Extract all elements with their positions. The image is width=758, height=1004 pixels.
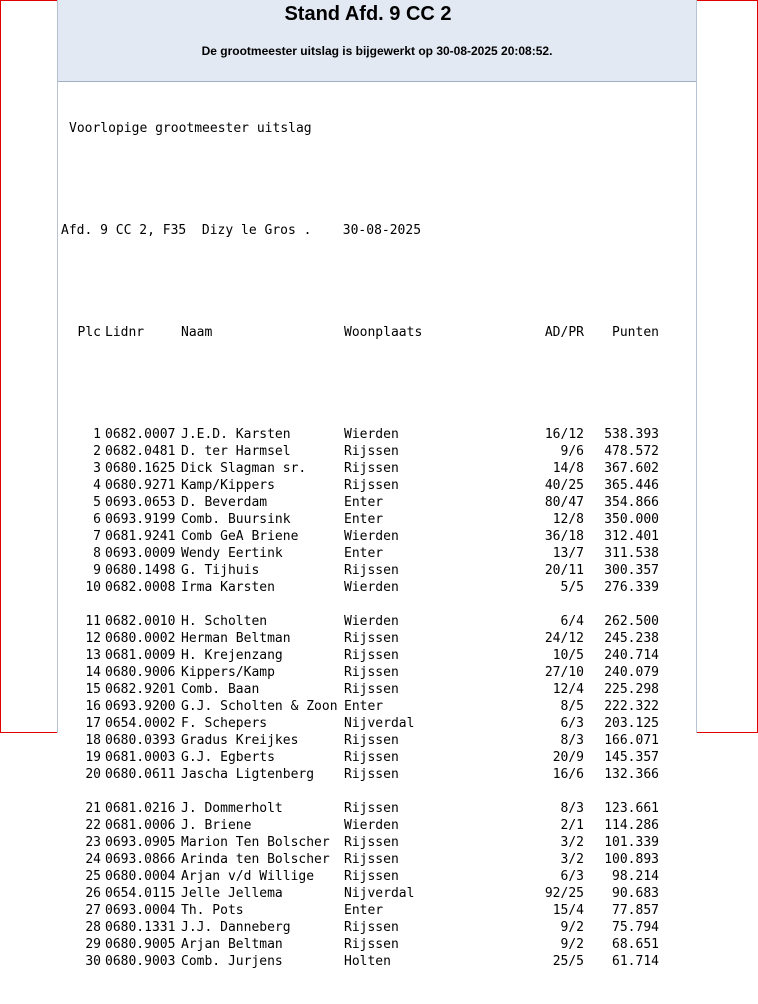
table-row [61,953,691,970]
cell-woonplaats: Enter [344,512,384,527]
cell-woonplaats: Rijssen [344,801,399,816]
cell-lidnr: 0681.0216 [105,801,176,816]
cell-naam: Jascha Ligtenberg [181,767,315,782]
results-rows [61,426,691,970]
report-heading: Voorlopige grootmeester uitslag [69,121,312,136]
table-row [61,715,691,732]
cell-woonplaats: Wierden [344,580,399,595]
cell-plc: 29 [85,937,101,952]
cell-lidnr: 0680.0004 [105,869,176,884]
cell-naam: Kamp/Kippers [181,478,275,493]
cell-punten: 90.683 [612,886,659,901]
cell-woonplaats: Wierden [344,427,399,442]
cell-plc: 25 [85,869,101,884]
cell-punten: 100.893 [604,852,659,867]
cell-naam: Arjan v/d Willige [181,869,315,884]
cell-lidnr: 0654.0002 [105,716,176,731]
table-row [61,902,691,919]
cell-lidnr: 0693.0866 [105,852,176,867]
column-header-lidnr: Lidnr [105,325,145,340]
cell-adpr: 20/11 [544,563,584,578]
cell-woonplaats: Rijssen [344,733,399,748]
table-row [61,664,691,681]
cell-lidnr: 0693.9200 [105,699,176,714]
cell-woonplaats: Rijssen [344,478,399,493]
cell-naam: Arinda ten Bolscher [181,852,330,867]
cell-plc: 21 [85,801,101,816]
cell-woonplaats: Enter [344,699,384,714]
cell-adpr: 27/10 [544,665,584,680]
cell-plc: 17 [85,716,101,731]
cell-plc: 18 [85,733,101,748]
cell-adpr: 9/2 [560,937,584,952]
cell-punten: 225.298 [604,682,659,697]
page-title: Stand Afd. 9 CC 2 [284,3,452,25]
table-row [61,460,691,477]
cell-woonplaats: Nijverdal [344,886,415,901]
cell-lidnr: 0680.0393 [105,733,176,748]
cell-punten: 365.446 [604,478,659,493]
cell-adpr: 6/4 [560,614,584,629]
cell-lidnr: 0693.0004 [105,903,176,918]
cell-woonplaats: Enter [344,546,384,561]
cell-punten: 538.393 [604,427,659,442]
cell-naam: G.J. Scholten & Zoon [181,699,338,714]
cell-adpr: 6/3 [560,869,584,884]
cell-lidnr: 0680.9003 [105,954,176,969]
cell-adpr: 13/7 [552,546,584,561]
table-row [61,630,691,647]
cell-adpr: 16/12 [544,427,584,442]
cell-woonplaats: Holten [344,954,391,969]
cell-lidnr: 0682.0010 [105,614,176,629]
cell-punten: 145.357 [604,750,659,765]
cell-adpr: 10/5 [552,648,584,663]
cell-punten: 300.357 [604,563,659,578]
table-row [61,868,691,885]
cell-plc: 13 [85,648,101,663]
cell-punten: 478.572 [604,444,659,459]
cell-plc: 5 [93,495,101,510]
cell-lidnr: 0654.0115 [105,886,176,901]
cell-plc: 19 [85,750,101,765]
cell-woonplaats: Rijssen [344,937,399,952]
cell-punten: 98.214 [612,869,659,884]
table-row [61,579,691,596]
cell-lidnr: 0680.9006 [105,665,176,680]
table-row [61,834,691,851]
cell-lidnr: 0693.0009 [105,546,176,561]
cell-lidnr: 0680.1498 [105,563,176,578]
cell-naam: Comb. Jurjens [181,954,283,969]
column-header-punten: Punten [612,325,659,340]
cell-woonplaats: Rijssen [344,563,399,578]
table-row [61,528,691,545]
cell-naam: J. Dommerholt [181,801,283,816]
cell-punten: 350.000 [604,512,659,527]
cell-adpr: 16/6 [552,767,584,782]
cell-plc: 3 [93,461,101,476]
cell-adpr: 80/47 [544,495,584,510]
column-header-naam: Naam [181,325,213,340]
table-row [61,613,691,630]
cell-plc: 9 [93,563,101,578]
cell-adpr: 14/8 [552,461,584,476]
table-row [61,749,691,766]
cell-punten: 68.651 [612,937,659,952]
cell-naam: Dick Slagman sr. [181,461,307,476]
table-row [61,426,691,443]
cell-adpr: 8/5 [560,699,584,714]
cell-adpr: 3/2 [560,852,584,867]
cell-lidnr: 0693.0653 [105,495,176,510]
cell-punten: 354.866 [604,495,659,510]
cell-punten: 61.714 [612,954,659,969]
cell-naam: Comb. Buursink [181,512,291,527]
table-row [61,698,691,715]
cell-adpr: 5/5 [560,580,584,595]
cell-lidnr: 0681.0006 [105,818,176,833]
cell-punten: 203.125 [604,716,659,731]
cell-adpr: 9/2 [560,920,584,935]
cell-adpr: 2/1 [560,818,584,833]
cell-plc: 12 [85,631,101,646]
cell-lidnr: 0680.9271 [105,478,176,493]
cell-plc: 22 [85,818,101,833]
cell-plc: 10 [85,580,101,595]
cell-naam: Th. Pots [181,903,244,918]
cell-adpr: 9/6 [560,444,584,459]
cell-woonplaats: Enter [344,495,384,510]
page-header [58,0,696,82]
results-panel [57,0,697,969]
cell-lidnr: 0682.9201 [105,682,176,697]
cell-plc: 20 [85,767,101,782]
cell-woonplaats: Rijssen [344,665,399,680]
cell-punten: 312.401 [604,529,659,544]
cell-naam: Kippers/Kamp [181,665,275,680]
cell-woonplaats: Rijssen [344,750,399,765]
cell-plc: 26 [85,886,101,901]
cell-punten: 166.071 [604,733,659,748]
cell-adpr: 12/8 [552,512,584,527]
cell-punten: 114.286 [604,818,659,833]
table-row [61,800,691,817]
cell-punten: 75.794 [612,920,659,935]
cell-adpr: 12/4 [552,682,584,697]
cell-punten: 77.857 [612,903,659,918]
table-row [61,817,691,834]
cell-lidnr: 0680.9005 [105,937,176,952]
cell-woonplaats: Rijssen [344,444,399,459]
race-info: Afd. 9 CC 2, F35 Dizy le Gros . 30-08-2025 [61,223,422,238]
cell-woonplaats: Nijverdal [344,716,415,731]
cell-woonplaats: Rijssen [344,835,399,850]
cell-lidnr: 0682.0007 [105,427,176,442]
cell-woonplaats: Rijssen [344,852,399,867]
cell-plc: 16 [85,699,101,714]
cell-plc: 14 [85,665,101,680]
cell-woonplaats: Enter [344,903,384,918]
cell-lidnr: 0680.1625 [105,461,176,476]
cell-naam: Wendy Eertink [181,546,283,561]
table-row [61,443,691,460]
cell-lidnr: 0680.1331 [105,920,176,935]
cell-woonplaats: Rijssen [344,767,399,782]
cell-woonplaats: Rijssen [344,461,399,476]
table-row [61,494,691,511]
cell-plc: 7 [93,529,101,544]
cell-punten: 240.079 [604,665,659,680]
cell-adpr: 24/12 [544,631,584,646]
cell-adpr: 15/4 [552,903,584,918]
cell-naam: Comb GeA Briene [181,529,299,544]
cell-adpr: 40/25 [544,478,584,493]
cell-plc: 30 [85,954,101,969]
cell-woonplaats: Rijssen [344,920,399,935]
cell-woonplaats: Rijssen [344,631,399,646]
cell-naam: G. Tijhuis [181,563,260,578]
cell-woonplaats: Wierden [344,614,399,629]
table-row [61,732,691,749]
column-headers [61,324,691,341]
cell-punten: 262.500 [604,614,659,629]
cell-naam: Arjan Beltman [181,937,283,952]
cell-plc: 4 [93,478,101,493]
cell-woonplaats: Rijssen [344,648,399,663]
cell-naam: Herman Beltman [181,631,291,646]
cell-naam: J.J. Danneberg [181,920,291,935]
cell-naam: J. Briene [181,818,252,833]
cell-lidnr: 0680.0002 [105,631,176,646]
cell-punten: 276.339 [604,580,659,595]
cell-naam: Gradus Kreijkes [181,733,299,748]
cell-plc: 24 [85,852,101,867]
table-row [61,562,691,579]
table-row [61,477,691,494]
table-row [61,936,691,953]
table-row [61,511,691,528]
cell-plc: 6 [93,512,101,527]
cell-naam: Jelle Jellema [181,886,283,901]
table-row [61,885,691,902]
cell-punten: 123.661 [604,801,659,816]
cell-punten: 311.538 [604,546,659,561]
cell-lidnr: 0693.0905 [105,835,176,850]
cell-woonplaats: Rijssen [344,869,399,884]
cell-plc: 8 [93,546,101,561]
table-row [61,681,691,698]
cell-naam: Marion Ten Bolscher [181,835,330,850]
cell-punten: 245.238 [604,631,659,646]
cell-lidnr: 0681.0003 [105,750,176,765]
cell-naam: H. Scholten [181,614,268,629]
table-row [61,919,691,936]
cell-adpr: 6/3 [560,716,584,731]
column-header-woonplaats: Woonplaats [344,325,423,340]
table-row [61,851,691,868]
table-row [61,647,691,664]
cell-plc: 27 [85,903,101,918]
cell-punten: 222.322 [604,699,659,714]
cell-adpr: 3/2 [560,835,584,850]
update-notice: De grootmeester uitslag is bijgewerkt op 30-08-2025 20:08:52. [201,44,553,58]
cell-plc: 2 [93,444,101,459]
cell-adpr: 8/3 [560,733,584,748]
cell-punten: 367.602 [604,461,659,476]
cell-plc: 28 [85,920,101,935]
results-report [61,86,691,1004]
cell-plc: 1 [93,427,101,442]
cell-woonplaats: Rijssen [344,682,399,697]
cell-punten: 101.339 [604,835,659,850]
cell-lidnr: 0682.0008 [105,580,176,595]
cell-naam: F. Schepers [181,716,268,731]
cell-adpr: 8/3 [560,801,584,816]
cell-plc: 23 [85,835,101,850]
cell-naam: D. ter Harmsel [181,444,291,459]
column-header-adpr: AD/PR [544,325,584,340]
cell-naam: Irma Karsten [181,580,275,595]
table-row [61,766,691,783]
cell-lidnr: 0681.9241 [105,529,176,544]
cell-adpr: 25/5 [552,954,584,969]
cell-adpr: 92/25 [544,886,584,901]
cell-lidnr: 0680.0611 [105,767,176,782]
cell-naam: H. Krejenzang [181,648,283,663]
cell-lidnr: 0693.9199 [105,512,176,527]
cell-lidnr: 0681.0009 [105,648,176,663]
column-header-plc: Plc [77,325,101,340]
cell-lidnr: 0682.0481 [105,444,176,459]
cell-plc: 11 [85,614,101,629]
cell-woonplaats: Wierden [344,529,399,544]
cell-punten: 132.366 [604,767,659,782]
cell-naam: G.J. Egberts [181,750,275,765]
cell-punten: 240.714 [604,648,659,663]
cell-plc: 15 [85,682,101,697]
cell-woonplaats: Wierden [344,818,399,833]
cell-naam: D. Beverdam [181,495,268,510]
cell-adpr: 36/18 [544,529,584,544]
cell-adpr: 20/9 [552,750,584,765]
cell-naam: Comb. Baan [181,682,260,697]
table-row [61,545,691,562]
cell-naam: J.E.D. Karsten [181,427,291,442]
